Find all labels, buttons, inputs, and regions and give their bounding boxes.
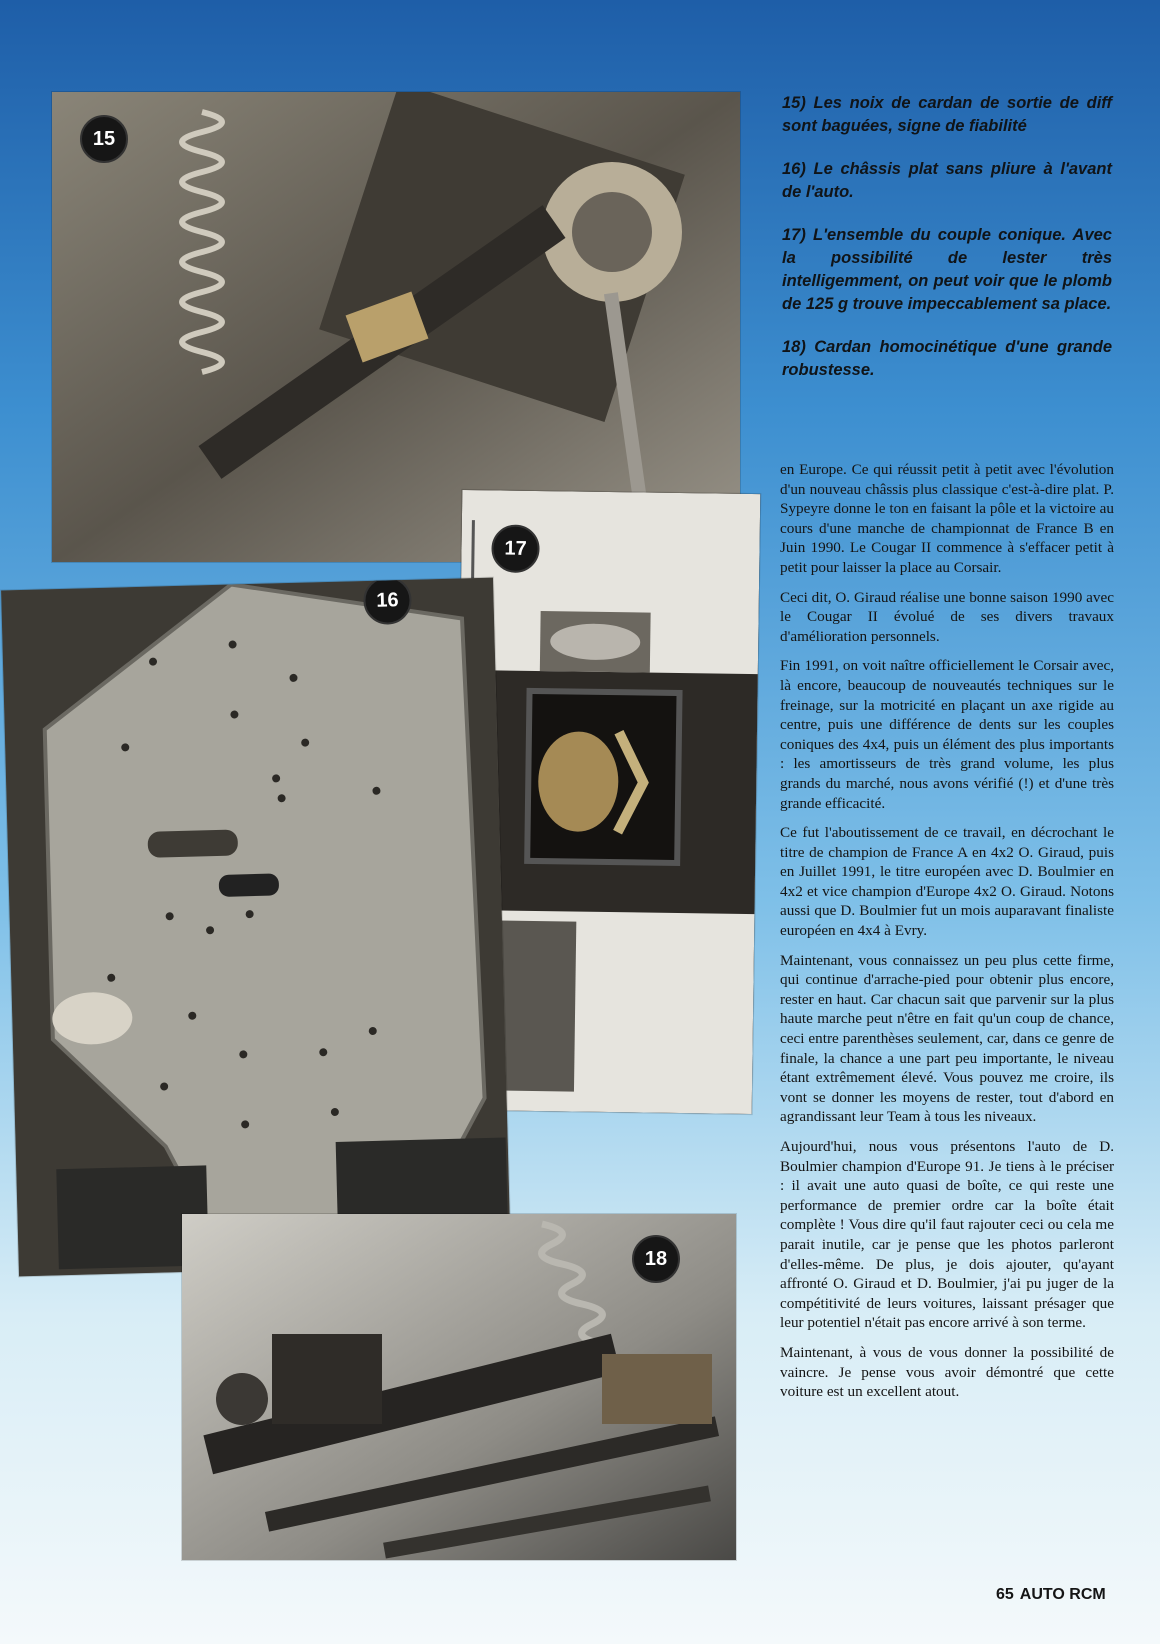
paragraph: Ceci dit, O. Giraud réalise une bonne saison 1990 avec le Cougar II évolué de ses divers travaux d'amélioration personnels. [780,588,1114,645]
paragraph: Ce fut l'aboutissement de ce travail, en décrochant le titre de champion de France A en 4x2 O. Giraud, puis en Juillet 1991, le titre européen avec D. Boulmier en 4x2 et vice champion d'Europe 4x2 O. Giraud. Notons aussi que D. Boulmier fut un mois auparavant finaliste européen en 4x4 à Evry. [780,824,1114,940]
photo-16-image [1,578,511,1277]
photo-number-badge: 15 [80,115,128,163]
caption-15: 15) Les noix de cardan de sortie de diff sont baguées, signe de fiabilité [782,94,1112,135]
paragraph: Maintenant, vous connaissez un peu plus cette firme, qui continue d'arrache-pied pour obtenir plus encore, rester en haut. Car chacun sait que parvenir sur la plus haute marche peut n'être en fait qu'un coup de chance, ceci entre parenthèses seulement, car, dans ce genre de finale, la chance a une part peu importante, le niveau étant extrêmement élevé. Vous pouvez me croire, ils vont se donner les moyens de rester, tout d'abord en agrandissant leur Team à tous les niveaux. [780,951,1114,1126]
caption-18: 18) Cardan homocinétique d'une grande robustesse. [782,338,1112,379]
photo-number-badge: 18 [632,1235,680,1283]
photo-16 [1,578,511,1277]
photo-captions [782,92,1112,402]
photo-number-badge: 16 [363,578,412,625]
paragraph: en Europe. Ce qui réussit petit à petit avec l'évolution d'un nouveau châssis plus classique c'est-à-dire plat. P. Sypeyre donne le ton en faisant la pôle et la victoire au cours d'une manche de championnat de France B en Juin 1990. Le Cougar II commence à s'effacer petit à petit pour laisser la place au Corsair. [780,461,1114,576]
paragraph: Fin 1991, on voit naître officiellement le Corsair avec, là encore, beaucoup de nouveautés techniques sur le freinage, sur la motricité en plaçant un axe rigide au centre, puis une différence de dents sur les couples coniques des 4x4, puis un élément des plus importants : les amortisseurs de très grand volume, les plus grands du marché, nous avons vérifié (!) et d'une très grande efficacité. [780,657,1114,812]
paragraph: Maintenant, à vous de vous donner la possibilité de vaincre. Je pense vous avoir démontré que cette voiture est un excellent atout. [780,1343,1114,1401]
photo-number-badge: 17 [491,524,540,573]
paragraph: Aujourd'hui, nous vous présentons l'auto de D. Boulmier champion d'Europe 91. Je tiens à le préciser : il avait une auto quasi de boîte, ce qui reste une performance de premier ordre car la boîte était complète ! Vous dire qu'il faut rajouter ceci ou cela me parait inutile, car je pense que les photos parleront d'elles-même. De plus, je dois ajouter, qu'ayant affronté O. Giraud et D. Boulmier, j'ai pu juger de la compétitivité de leurs voitures, laissant présager que leur potentiel n'était pas encore arrivé à son terme. [780,1138,1114,1332]
magazine-name: AUTO RCM [1019,1586,1106,1603]
page-footer [996,1586,1112,1604]
page-number: 65 [996,1586,1014,1603]
caption-16: 16) Le châssis plat sans pliure à l'avant de l'auto. [782,160,1112,201]
article-body [780,460,1114,1412]
photo-18 [182,1214,736,1560]
caption-17: 17) L'ensemble du couple conique. Avec la possibilité de lester très intelligemment, on peut voir que le plomb de 125 g trouve impeccablement sa place. [782,226,1112,313]
